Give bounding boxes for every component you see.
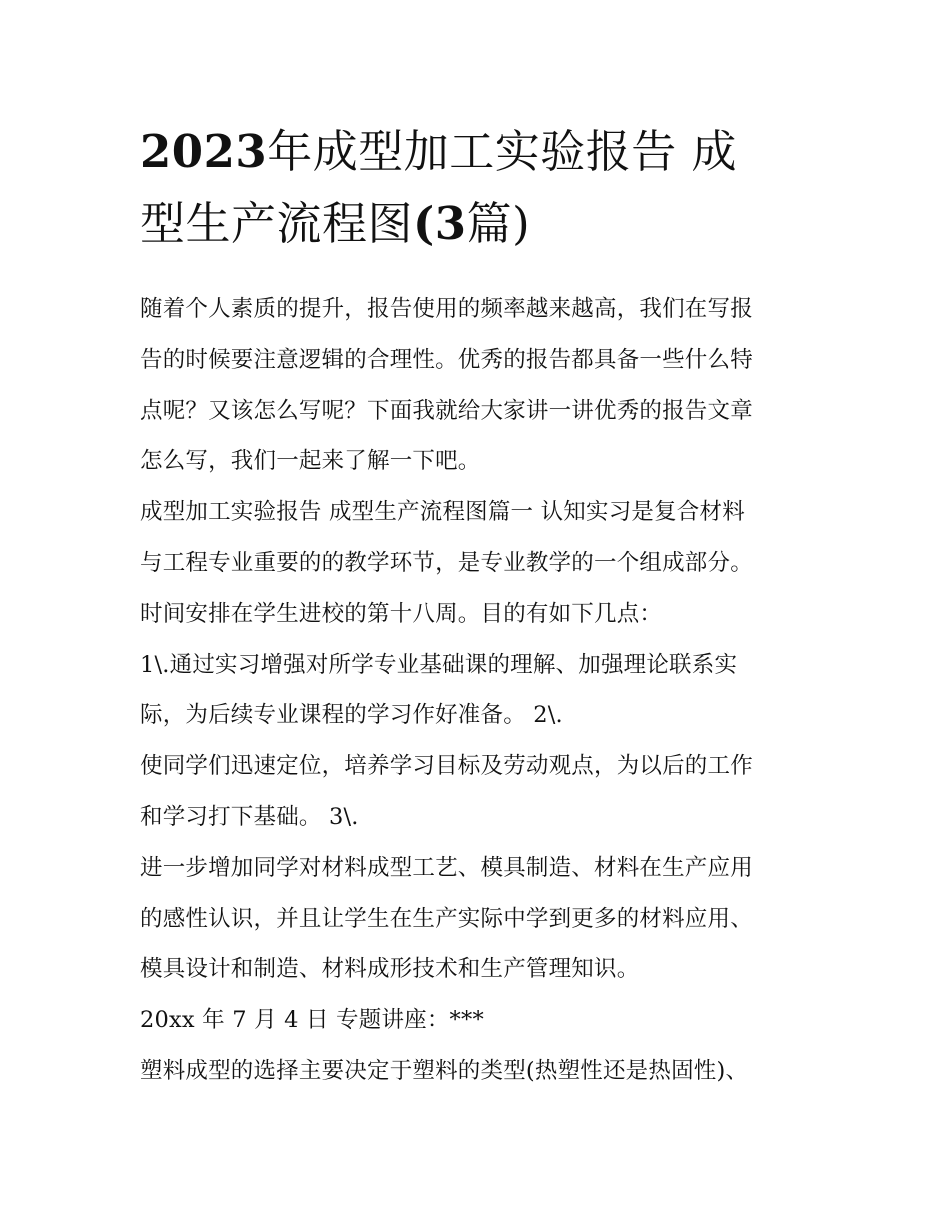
text-line: 模具设计和制造、材料成形技术和生产管理知识。 (140, 956, 640, 983)
text-line: 进一步增加同学对材料成型工艺、模具制造、材料在生产应用 (140, 854, 753, 881)
text-line: 时间安排在学生进校的第十八周。目的有如下几点： (140, 600, 663, 627)
text-line: 随着个人素质的提升，报告使用的频率越来越高，我们在写报 (140, 296, 753, 322)
paragraph-date-lecture (140, 995, 820, 1046)
text-line: 使同学们迅速定位，培养学习目标及劳动观点，为以后的工作 (140, 753, 753, 780)
text-line: 告的时候要注意逻辑的合理性。优秀的报告都具备一些什么特 (140, 346, 753, 373)
document-page (140, 116, 820, 1097)
title-line-1: 2023年成型加工实验报告 成 (140, 125, 738, 178)
text-line: 点呢？又该怎么写呢？下面我就给大家讲一讲优秀的报告文章 (140, 397, 753, 424)
paragraph-section-one (140, 487, 820, 639)
text-line: 和学习打下基础。 3\. (140, 803, 359, 830)
paragraph-intro (140, 284, 820, 487)
text-line: 际，为后续专业课程的学习作好准备。 2\. (140, 702, 563, 729)
title-line-2: 型生产流程图(3篇) (140, 197, 531, 250)
text-line: 成型加工实验报告 成型生产流程图篇一 认知实习是复合材料 (140, 499, 745, 526)
text-line: 塑料成型的选择主要决定于塑料的类型(热塑性还是热固性)、 (140, 1057, 749, 1084)
text-line: 的感性认识，并且让学生在生产实际中学到更多的材料应用、 (140, 905, 753, 932)
text-line: 怎么写，我们一起来了解一下吧。 (140, 448, 481, 475)
text-line: 1\.通过实习增强对所学专业基础课的理解、加强理论联系实 (140, 651, 738, 678)
text-line: 20xx 年 7 月 4 日 专题讲座：*** (140, 1007, 484, 1034)
text-line: 与工程专业重要的的教学环节，是专业教学的一个组成部分。 (140, 549, 753, 576)
paragraph-plastics (140, 1046, 820, 1097)
paragraph-point-1 (140, 640, 820, 742)
document-title (140, 116, 820, 260)
paragraph-point-2 (140, 741, 820, 843)
paragraph-point-3 (140, 843, 820, 995)
